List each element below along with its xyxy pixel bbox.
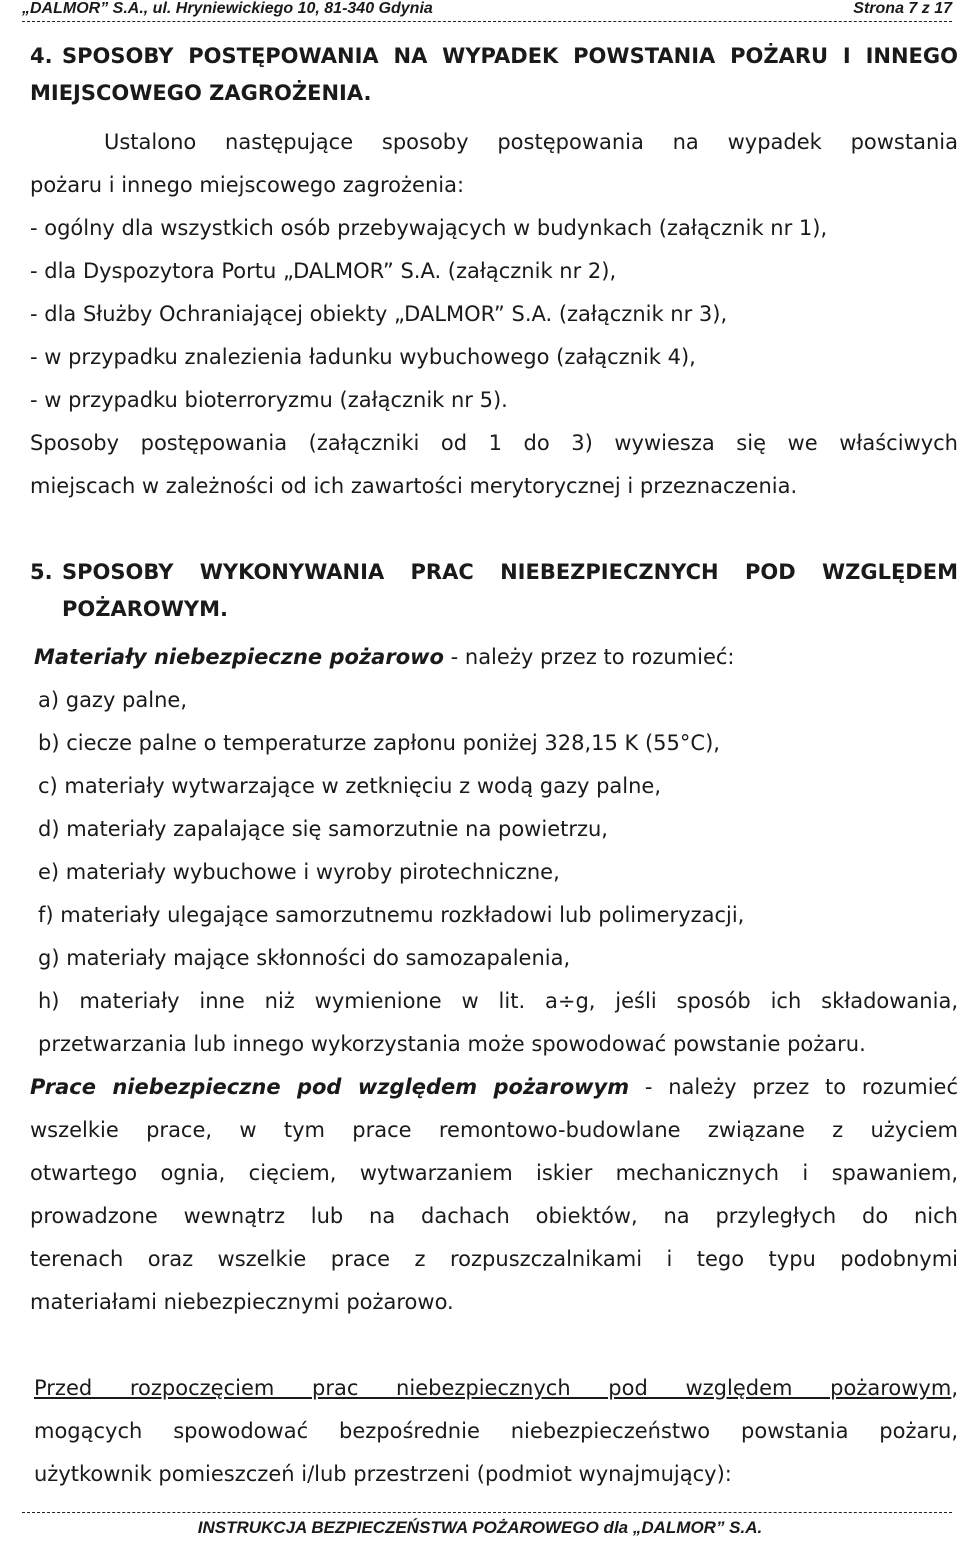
- list-item: e) materiały wybuchowe i wyroby pirotechniczne,: [38, 860, 560, 884]
- works-line: wszelkie prace, w tym prace remontowo-budowlane związane z użyciem: [30, 1118, 958, 1142]
- section-5-title-line1: SPOSOBY WYKONYWANIA PRAC NIEBEZPIECZNYCH POD WZGLĘDEM: [62, 560, 958, 584]
- footer-divider: [22, 1512, 952, 1513]
- list-item: - dla Służby Ochraniającej obiekty „DALMOR” S.A. (załącznik nr 3),: [30, 302, 728, 326]
- list-item: d) materiały zapalające się samorzutnie na powietrzu,: [38, 817, 608, 841]
- section-4-intro-line1: Ustalono następujące sposoby postępowania na wypadek powstania: [104, 130, 958, 154]
- list-item: - w przypadku znalezienia ładunku wybuchowego (załącznik 4),: [30, 345, 696, 369]
- page-footer: INSTRUKCJA BEZPIECZEŃSTWA POŻAROWEGO dla „DALMOR” S.A.: [197, 1518, 763, 1537]
- list-item-h-line2: przetwarzania lub innego wykorzystania może spowodować powstanie pożaru.: [38, 1032, 866, 1056]
- list-item: - w przypadku bioterroryzmu (załącznik nr 5).: [30, 388, 508, 412]
- materials-definition: [34, 636, 958, 679]
- works-line: terenach oraz wszelkie prace z rozpuszczalnikami i tego typu podobnymi: [30, 1247, 958, 1271]
- list-item: g) materiały mające skłonności do samozapalenia,: [38, 946, 571, 970]
- header-divider: [22, 21, 952, 22]
- list-item: f) materiały ulegające samorzutnemu rozkładowi lub polimeryzacji,: [38, 903, 745, 927]
- list-item-h-line1: h) materiały inne niż wymienione w lit. a÷g, jeśli sposób ich składowania,: [38, 989, 958, 1013]
- page-header: [22, 0, 952, 22]
- section-4-body: [30, 121, 958, 508]
- section-4-title-line1: SPOSOBY POSTĘPOWANIA NA WYPADEK POWSTANIA POŻARU I INNEGO: [62, 44, 958, 68]
- before-works-paragraph: [34, 1367, 958, 1496]
- section-5-materials: [34, 636, 958, 1066]
- before-line3: użytkownik pomieszczeń i/lub przestrzeni (podmiot wynajmujący):: [34, 1462, 732, 1486]
- list-item: - ogólny dla wszystkich osób przebywających w budynkach (załącznik nr 1),: [30, 216, 828, 240]
- works-line: prowadzone wewnątrz lub na dachach obiektów, na przyległych do nich: [30, 1204, 958, 1228]
- works-line-last: materiałami niebezpiecznymi pożarowo.: [30, 1290, 454, 1314]
- section-4-closing-line2: miejscach w zależności od ich zawartości merytorycznej i przeznaczenia.: [30, 474, 798, 498]
- works-definition: [30, 1066, 958, 1109]
- list-item: - dla Dyspozytora Portu „DALMOR” S.A. (załącznik nr 2),: [30, 259, 617, 283]
- before-comma: ,: [951, 1376, 958, 1400]
- section-5-number: 5.: [30, 560, 53, 584]
- section-5-heading: [30, 554, 958, 628]
- section-4-closing-line1: Sposoby postępowania (załączniki od 1 do 3) wywiesza się we właściwych: [30, 431, 958, 455]
- header-company: „DALMOR” S.A., ul. Hryniewickiego 10, 81-340 Gdynia: [22, 0, 433, 17]
- before-line1: [34, 1367, 958, 1410]
- section-5-works: [30, 1066, 958, 1324]
- works-line: otwartego ognia, cięciem, wytwarzaniem iskier mechanicznych i spawaniem,: [30, 1161, 958, 1185]
- section-4-intro-line2: pożaru i innego miejscowego zagrożenia:: [30, 173, 465, 197]
- before-underlined: Przed rozpoczęciem prac niebezpiecznych pod względem pożarowym: [34, 1376, 952, 1400]
- header-page-number: Strona 7 z 17: [853, 0, 952, 17]
- section-4-heading: [30, 38, 958, 112]
- section-5-title-line2: POŻAROWYM.: [62, 597, 228, 621]
- works-term: Prace niebezpieczne pod względem pożarowym: [30, 1075, 630, 1099]
- list-item: c) materiały wytwarzające w zetknięciu z wodą gazy palne,: [38, 774, 662, 798]
- section-4-number: 4.: [30, 44, 53, 68]
- materials-rest: - należy przez to rozumieć:: [443, 645, 735, 669]
- list-item: b) ciecze palne o temperaturze zapłonu poniżej 328,15 K (55°C),: [38, 731, 720, 755]
- works-rest: - należy przez to rozumieć: [629, 1075, 958, 1099]
- list-item: a) gazy palne,: [38, 688, 187, 712]
- materials-term: Materiały niebezpieczne pożarowo: [34, 645, 444, 669]
- section-4-title-line2: MIEJSCOWEGO ZAGROŻENIA.: [30, 81, 372, 105]
- before-line2: mogących spowodować bezpośrednie niebezpieczeństwo powstania pożaru,: [34, 1419, 958, 1443]
